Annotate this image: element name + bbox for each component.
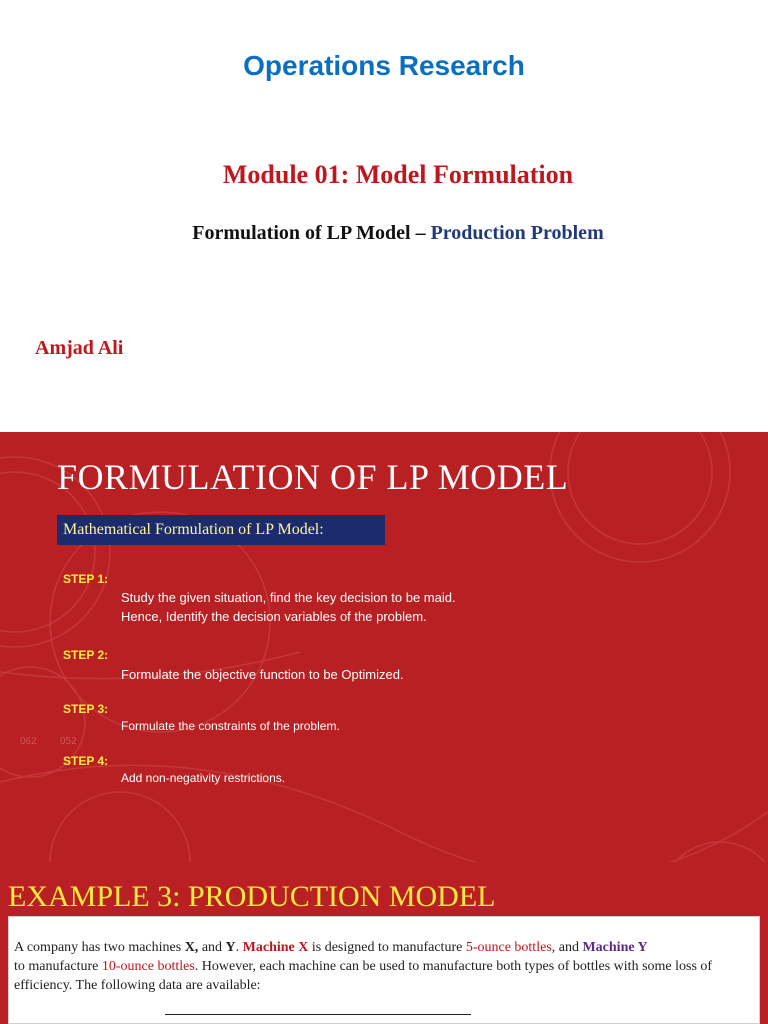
- subtitle-main: Formulation of LP Model: [192, 222, 411, 244]
- step-1-text: [121, 588, 456, 626]
- step-2-text: [121, 665, 404, 684]
- step-2-label: STEP 2:: [63, 648, 109, 662]
- step-1-line-1: Study the given situation, find the key decision to be maid.: [121, 590, 456, 605]
- text-segment: is designed to manufacture: [308, 940, 466, 955]
- formulation-slide: [0, 432, 768, 916]
- subtitle: [0, 222, 768, 245]
- step-4-label: STEP 4:: [63, 754, 109, 768]
- text-segment: and: [198, 940, 226, 955]
- step-3-label: STEP 3:: [63, 702, 109, 716]
- svg-text:052: 052: [60, 736, 77, 747]
- slide-title: FORMULATION OF LP MODEL: [57, 457, 569, 497]
- title-slide: [0, 0, 768, 432]
- machine-x-var: X,: [184, 940, 199, 955]
- step-2-line-1: Formulate the objective function to be Optimized.: [121, 667, 404, 682]
- five-ounce-label: 5-ounce bottles: [465, 940, 552, 955]
- table-top-rule: [165, 1014, 471, 1015]
- section-heading: Mathematical Formulation of LP Model:: [57, 515, 385, 545]
- text-segment: , and: [551, 940, 583, 955]
- example-title-rest: PRODUCTION MODEL: [188, 880, 496, 913]
- text-segment: .: [235, 940, 243, 955]
- step-1-line-2: Hence, Identify the decision variables of the problem.: [121, 609, 427, 624]
- text-segment: to manufacture: [14, 959, 102, 974]
- example-title-prefix: EXAMPLE 3:: [8, 880, 188, 913]
- author-name: Amjad Ali: [35, 337, 124, 359]
- example-paragraph: [14, 938, 754, 995]
- subtitle-dash: –: [410, 222, 431, 244]
- subtitle-problem: Production Problem: [430, 222, 604, 244]
- step-1-label: STEP 1:: [63, 572, 109, 586]
- step-3-line-1: Formulate the constraints of the problem.: [121, 719, 340, 733]
- svg-text:062: 062: [20, 736, 37, 747]
- machine-y-label: Machine Y: [582, 940, 648, 955]
- step-4-text: [121, 769, 285, 788]
- text-segment: . However, each machine can be used to manufacture both types of bottles with some loss of efficiency. The following data are available:: [14, 959, 713, 993]
- step-3-text: [121, 717, 340, 736]
- machine-x-label: Machine X: [242, 940, 309, 955]
- example-title: [8, 880, 496, 914]
- module-title: Module 01: Model Formulation: [222, 160, 574, 189]
- step-4-line-1: Add non-negativity restrictions.: [121, 771, 286, 785]
- machine-y-var: Y: [225, 940, 236, 955]
- ten-ounce-label: 10-ounce bottles: [101, 959, 195, 974]
- text-segment: A company has two machines: [14, 940, 185, 955]
- course-title: Operations Research: [243, 50, 525, 81]
